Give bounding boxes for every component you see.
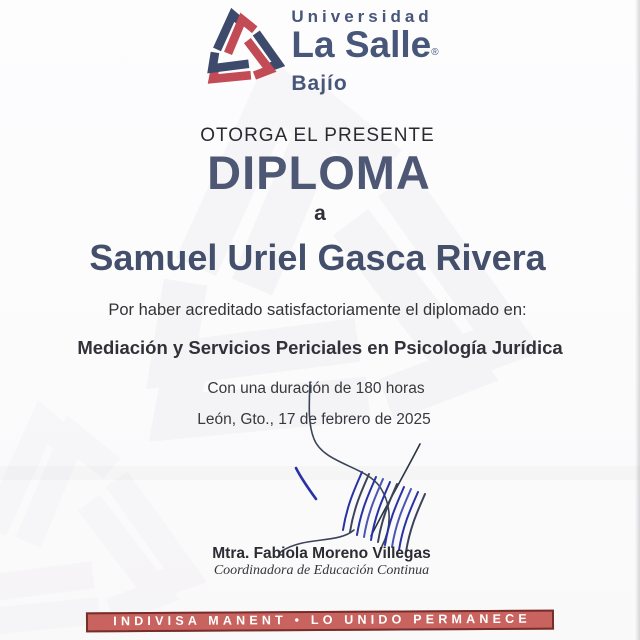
scan-edge-shadow: [635, 0, 640, 640]
wordmark-lasalle: [291, 24, 439, 71]
date-place-line: León, Gto., 17 de febrero de 2025: [197, 411, 431, 428]
reason-line: Por haber acreditado satisfactoriamente el diplomado en:: [108, 301, 527, 319]
duration-line: Con una duración de 180 horas: [207, 380, 425, 397]
signatory-name: Mtra. Fabiola Moreno Villegas: [212, 545, 431, 562]
wordmark-universidad: Universidad: [291, 7, 433, 26]
presents-line: OTORGA EL PRESENTE: [200, 125, 435, 146]
wordmark-bajio: Bajío: [291, 72, 348, 95]
registered-mark: ®: [431, 47, 439, 58]
lasalle-emblem-icon: [195, 7, 287, 95]
to-label: a: [314, 202, 326, 225]
motto-banner: INDIVISA MANENT • LO UNIDO PERMANECE: [86, 610, 554, 633]
diploma-title: DIPLOMA: [207, 146, 431, 199]
recipient-name: Samuel Uriel Gasca Rivera: [89, 237, 546, 278]
signatory-role: Coordinadora de Educación Continua: [213, 563, 430, 578]
wordmark-lasalle-text: La Salle: [291, 24, 432, 65]
signature: [250, 378, 470, 560]
watermark-logo-secondary: [0, 400, 210, 640]
university-wordmark: [291, 5, 438, 96]
university-logo-block: [195, 5, 438, 96]
program-name: Mediación y Servicios Periciales en Psicología Jurídica: [77, 337, 563, 358]
